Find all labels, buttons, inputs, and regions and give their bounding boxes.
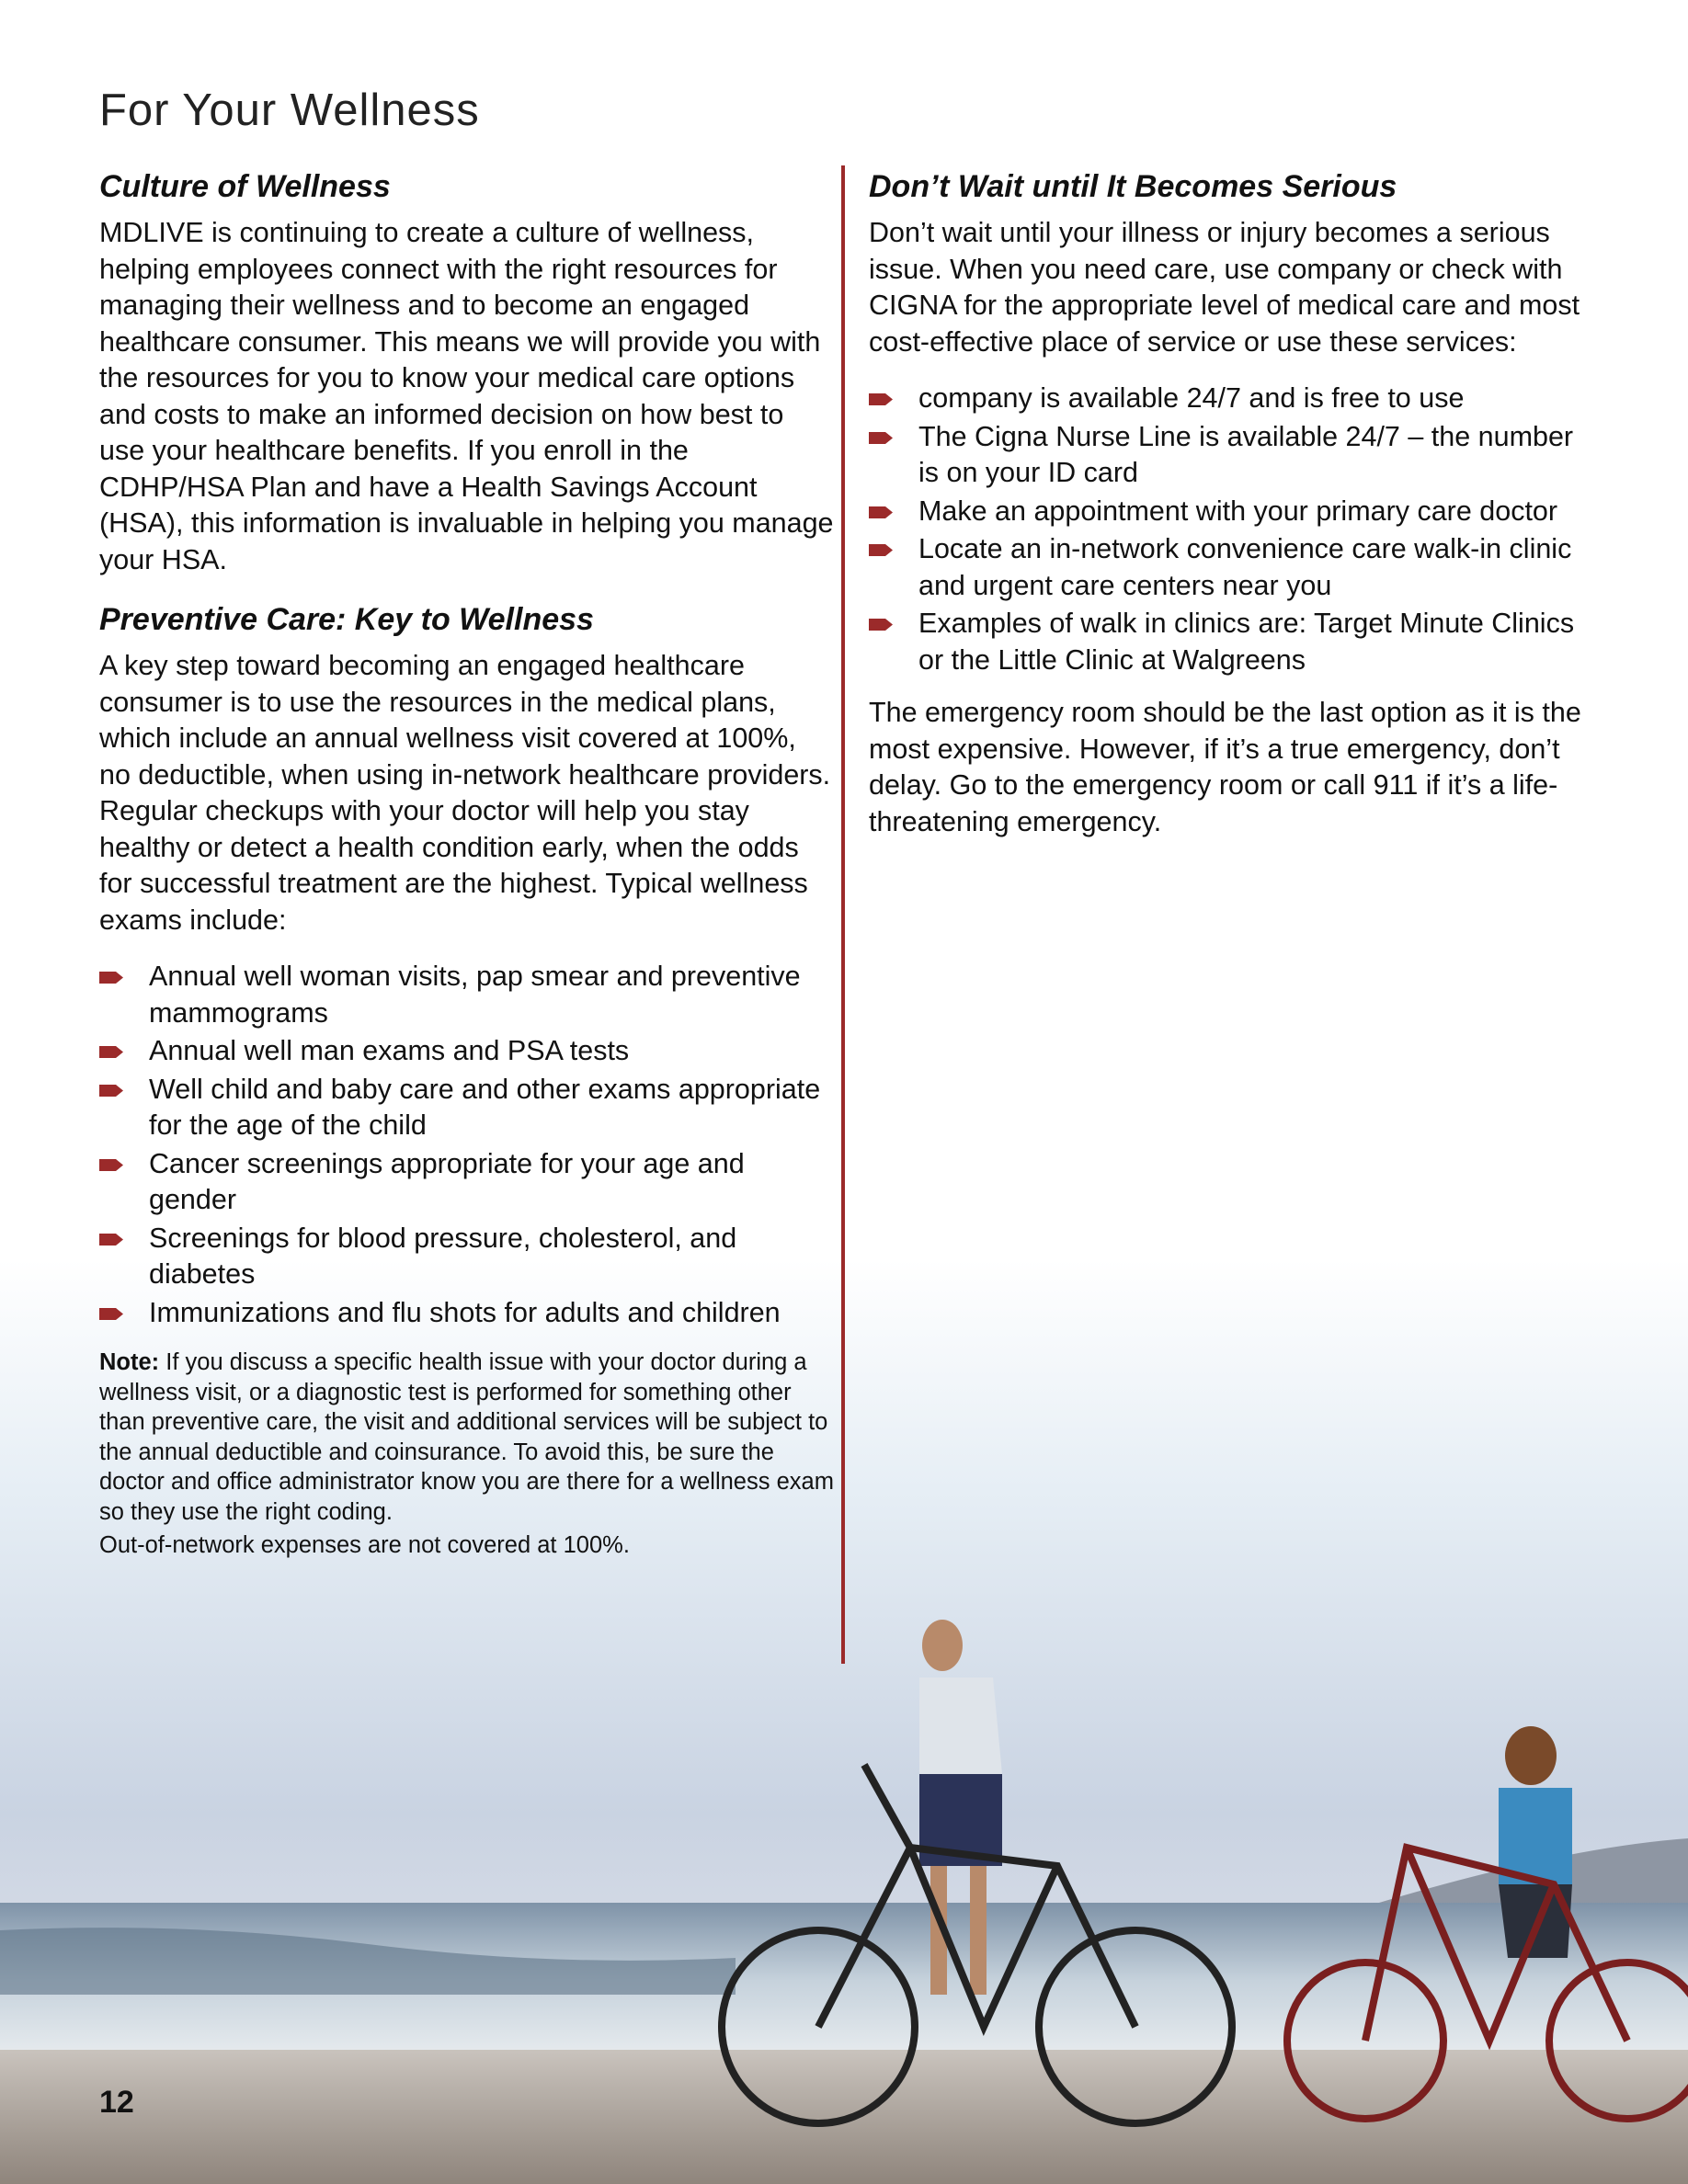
list-item: company is available 24/7 and is free to use xyxy=(869,381,1586,417)
arrow-bullet-icon xyxy=(99,1308,123,1320)
arrow-bullet-icon xyxy=(869,393,893,405)
arrow-bullet-icon xyxy=(869,432,893,444)
arrow-bullet-icon xyxy=(99,1234,123,1246)
list-item: Well child and baby care and other exams appropriate for the age of the child xyxy=(99,1072,835,1144)
right-column xyxy=(869,165,1586,860)
arrow-bullet-icon xyxy=(869,544,893,556)
arrow-bullet-icon xyxy=(99,1046,123,1058)
list-item: Screenings for blood pressure, cholesterol, and diabetes xyxy=(99,1221,835,1293)
services-list xyxy=(869,381,1586,678)
list-item: Annual well man exams and PSA tests xyxy=(99,1033,835,1070)
preventive-heading: Preventive Care: Key to Wellness xyxy=(99,602,594,637)
list-item: Cancer screenings appropriate for your age and gender xyxy=(99,1146,835,1219)
list-item: Locate an in-network convenience care walk-in clinic and urgent care centers near you xyxy=(869,531,1586,604)
culture-heading: Culture of Wellness xyxy=(99,169,391,204)
dont-wait-heading: Don’t Wait until It Becomes Serious xyxy=(869,169,1397,204)
list-item: Make an appointment with your primary care doctor xyxy=(869,494,1586,530)
left-column xyxy=(99,165,835,1561)
arrow-bullet-icon xyxy=(869,619,893,631)
note-label: Note: xyxy=(99,1349,160,1375)
closing-paragraph: The emergency room should be the last option as it is the most expensive. However, if it’s a true emergency, don’t delay. Go to the emergency room or call 911 if it’s a life-threatening emergency. xyxy=(869,697,1581,837)
arrow-bullet-icon xyxy=(99,1085,123,1097)
dont-wait-intro: Don’t wait until your illness or injury becomes a serious issue. When you need care, use company or check with CIGNA for the appropriate level of medical care and most cost-effective place of service or use these services: xyxy=(869,217,1580,358)
note-body: If you discuss a specific health issue with your doctor during a wellness visit, or a diagnostic test is performed for something other than preventive care, the visit and additional services will be subject to the annual deductible and coinsurance. To avoid this, be sure the doctor and office administrator know you are there for a wellness exam so they use the right coding. xyxy=(99,1349,834,1525)
list-item: Immunizations and flu shots for adults and children xyxy=(99,1295,835,1332)
note-footer: Out-of-network expenses are not covered at 100%. xyxy=(99,1532,630,1558)
arrow-bullet-icon xyxy=(99,1159,123,1171)
page-number: 12 xyxy=(99,2085,134,2120)
arrow-bullet-icon xyxy=(869,506,893,518)
arrow-bullet-icon xyxy=(99,972,123,984)
list-item: Examples of walk in clinics are: Target Minute Clinics or the Little Clinic at Walgreens xyxy=(869,606,1586,678)
wellness-exam-list xyxy=(99,959,835,1331)
list-item: The Cigna Nurse Line is available 24/7 – the number is on your ID card xyxy=(869,419,1586,492)
note xyxy=(99,1348,835,1527)
culture-body: MDLIVE is continuing to create a culture of wellness, helping employees connect with the right resources for managing their wellness and to become an engaged healthcare consumer. This means we will provide you with the resources for you to know your medical care options and costs to make an informed decision on how best to use your healthcare benefits. If you enroll in the CDHP/HSA Plan and have a Health Savings Account (HSA), this information is invaluable in helping you manage your HSA. xyxy=(99,217,834,575)
list-item: Annual well woman visits, pap smear and preventive mammograms xyxy=(99,959,835,1031)
column-divider xyxy=(841,165,845,1664)
preventive-body: A key step toward becoming an engaged healthcare consumer is to use the resources in the medical plans, which include an annual wellness visit covered at 100%, no deductible, when using in-network healthcare providers. Regular checkups with your doctor will help you stay healthy or detect a health condition early, when the odds for successful treatment are the highest. Typical wellness exams include: xyxy=(99,650,831,936)
page-title: For Your Wellness xyxy=(99,85,480,135)
